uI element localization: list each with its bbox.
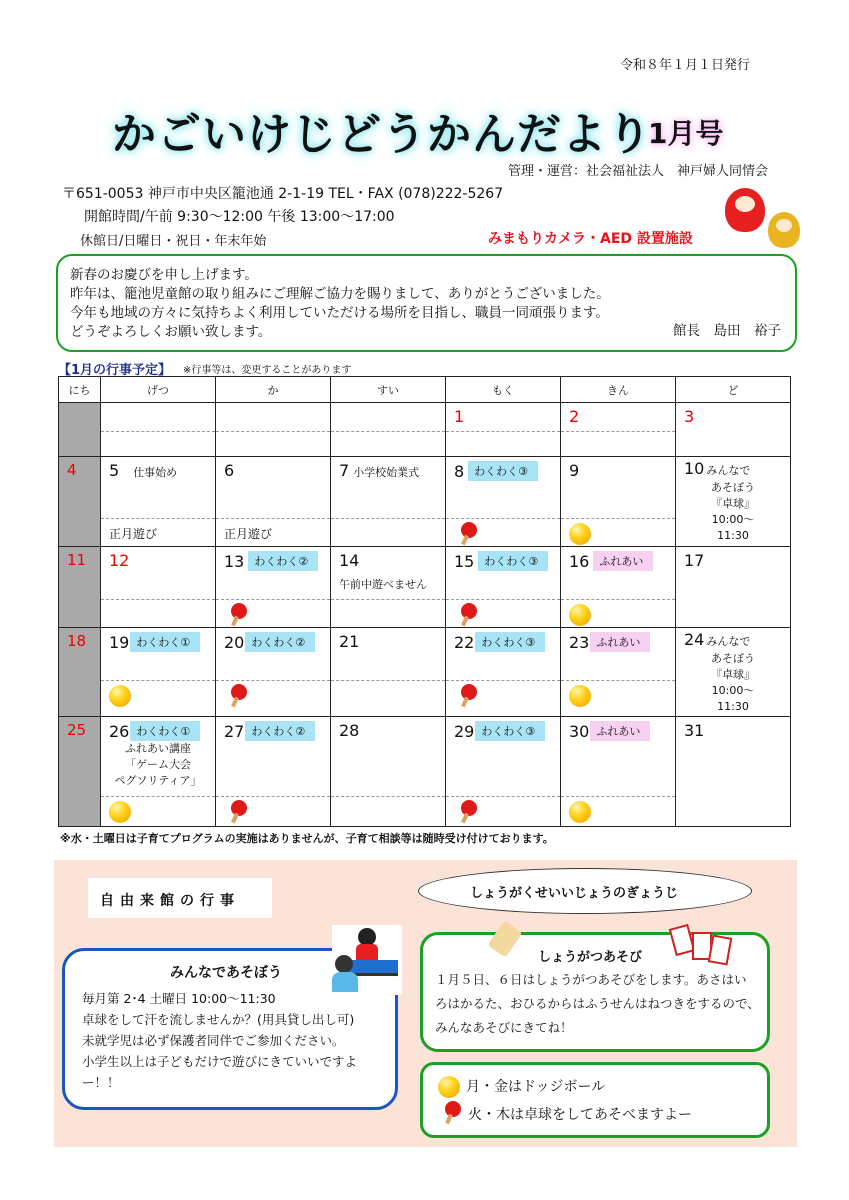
day-number: 12 [109, 551, 130, 570]
header-wed: すい [331, 377, 446, 403]
calendar-header-row [59, 377, 791, 403]
event-text: 午前中遊べません [339, 578, 427, 591]
day-cell [101, 547, 216, 628]
header-tue: か [216, 377, 331, 403]
ping-pong-paddle-icon [224, 603, 248, 629]
daruma-red-icon [725, 188, 765, 232]
day-cell [676, 717, 791, 827]
day-number: 17 [684, 551, 705, 570]
shogatsu-line: みんなあそびにきてね！ [435, 1020, 573, 1035]
player-boy-body-icon [332, 972, 358, 992]
day-number: 23 [569, 633, 590, 652]
daruma-yellow-icon [768, 212, 800, 248]
play-line: 毎月第 2･4 土曜日 10:00～11:30 [82, 991, 276, 1006]
greeting-line: 昨年は、籠池児童館の取り組みにご理解ご協力を賜りまして、ありがとうございました。 [70, 286, 610, 302]
day-number: 21 [339, 632, 360, 651]
dodgeball-icon [109, 685, 131, 707]
event-text: みんなで [706, 635, 751, 648]
day-number: 20 [224, 633, 245, 652]
director-signature: 館長 島田 裕子 [673, 323, 781, 339]
event-line: 11:30 [717, 700, 749, 713]
play-line: 小学生以上は子どもだけで遊びにきていいですよ [82, 1054, 358, 1069]
day-number: 28 [339, 721, 360, 740]
day-number: 7 [339, 461, 350, 480]
day-number: 29 [454, 722, 475, 741]
event-tag: わくわく③ [475, 721, 545, 741]
legend-text: 月・金はドッジボール [466, 1079, 606, 1095]
day-number: 31 [684, 721, 705, 740]
event-tag: わくわく③ [478, 551, 548, 571]
schedule-footnote: ※水・土曜日は子育てプログラムの実施はありませんが、子育て相談等は随時受け付けております。 [60, 832, 554, 845]
calendar-week-row [59, 628, 791, 717]
event-tag: わくわく② [245, 721, 315, 741]
event-detail [101, 741, 215, 789]
day-number: 3 [684, 407, 695, 426]
event-line: 『卓球』 [711, 668, 755, 681]
calendar-week-row [59, 717, 791, 827]
event-line: 「ゲーム大会 [125, 758, 191, 771]
day-cell [446, 547, 561, 628]
greeting-line: どうぞよろしくお願い致します。 [70, 324, 272, 340]
dodgeball-icon [438, 1076, 460, 1098]
newsletter-title: かごいけじどうかんだより [112, 109, 652, 160]
day-cell [101, 457, 216, 547]
event-tag: ふれあい [593, 551, 653, 571]
issue-number: 1月号 [648, 117, 724, 150]
legend-text: 火・木は卓球をしてあそべますよー [468, 1106, 692, 1123]
play-together-body [82, 988, 357, 1093]
operator-info: 管理・運営：社会福祉法人 神戸婦人同情会 [508, 164, 769, 179]
elementary-events-title: しょうがくせいいじょうのぎょうじ [470, 886, 679, 901]
day-cell [446, 403, 561, 457]
day-number: 16 [569, 552, 590, 571]
day-cell [676, 547, 791, 628]
day-number: 13 [224, 552, 245, 571]
day-number: 30 [569, 722, 590, 741]
day-cell [446, 628, 561, 717]
day-number: 6 [224, 461, 235, 480]
calendar-week-row [59, 403, 791, 457]
event-tag: わくわく③ [468, 461, 538, 481]
day-cell [446, 457, 561, 547]
greeting-box [56, 254, 797, 352]
calendar-table [58, 376, 791, 827]
play-together-title: みんなであそぼう [170, 965, 282, 981]
header-sat: ど [676, 377, 791, 403]
calendar-week-row [59, 457, 791, 547]
closed-days: 休館日/日曜日・祝日・年末年始 [80, 234, 267, 249]
dodgeball-icon [569, 685, 591, 707]
event-text: 小学校始業式 [353, 466, 420, 479]
day-cell [561, 717, 676, 827]
sunday-cell: 18 [59, 628, 101, 717]
ping-pong-paddle-icon [454, 603, 478, 629]
event-detail [676, 480, 790, 544]
sunday-cell: 25 [59, 717, 101, 827]
day-cell [446, 717, 561, 827]
day-number: 9 [569, 461, 580, 480]
event-line: ペグソリティア」 [114, 774, 202, 787]
player-girl-body-icon [356, 944, 378, 960]
day-cell [101, 403, 216, 457]
dodgeball-icon [569, 523, 591, 545]
day-cell [561, 403, 676, 457]
day-cell [331, 547, 446, 628]
sunday-cell: 4 [59, 457, 101, 547]
greeting-line: 今年も地域の方々に気持ちよく利用していただける場所を目指し、職員一同頑張ります。 [70, 305, 609, 321]
ping-pong-paddle-icon [224, 684, 248, 710]
legend-table-tennis [438, 1100, 692, 1127]
day-number: 22 [454, 633, 475, 652]
day-number: 19 [109, 633, 130, 652]
event-tag: わくわく③ [475, 632, 545, 652]
event-tag: わくわく② [245, 632, 315, 652]
day-cell [676, 628, 791, 717]
event-line: あそぼう [711, 481, 755, 494]
legend-dodgeball [438, 1074, 605, 1098]
day-number: 26 [109, 722, 130, 741]
event-tag: ふれあい [590, 632, 650, 652]
new-year-play-title: しょうがつあそび [538, 950, 643, 965]
day-number: 27 [224, 722, 245, 741]
event-tag: わくわく② [248, 551, 318, 571]
play-line: ー！！ [82, 1075, 120, 1090]
issue-date: 令和８年１月１日発行 [620, 58, 751, 73]
day-number: 15 [454, 552, 475, 571]
bottom-note: 正月遊び [101, 518, 215, 546]
header-mon: げつ [101, 377, 216, 403]
camera-aed-notice: みまもりカメラ・AED 設置施設 [488, 231, 693, 247]
calendar-week-row [59, 547, 791, 628]
header-sun: にち [59, 377, 101, 403]
day-cell [216, 717, 331, 827]
address-info: 〒651-0053 神戸市中央区籠池通 2-1-19 TEL・FAX (078)222-5267 [62, 186, 504, 202]
day-cell [216, 547, 331, 628]
ping-pong-paddle-icon [454, 522, 478, 548]
day-cell [561, 457, 676, 547]
dodgeball-icon [109, 801, 131, 823]
event-line: 10:00～ [711, 513, 755, 526]
day-cell [676, 403, 791, 457]
day-cell [216, 403, 331, 457]
day-cell [561, 628, 676, 717]
sunday-cell: 11 [59, 547, 101, 628]
day-cell [101, 717, 216, 827]
play-line: 卓球をして汗を流しませんか？(用具貸し出し可) [82, 1012, 355, 1027]
sunday-cell [59, 403, 101, 457]
opening-hours: 開館時間/午前 9:30～12:00 午後 13:00～17:00 [84, 209, 395, 225]
day-cell [101, 628, 216, 717]
dodgeball-icon [569, 801, 591, 823]
event-tag: わくわく① [130, 721, 200, 741]
event-text: 仕事始め [133, 466, 178, 479]
event-line: 11:30 [717, 529, 749, 542]
event-line: 『卓球』 [711, 497, 755, 510]
day-number: 14 [339, 551, 360, 570]
dodgeball-icon [569, 604, 591, 626]
bottom-note: 正月遊び [216, 518, 330, 546]
day-number: 1 [454, 407, 465, 426]
day-number: 2 [569, 407, 580, 426]
day-cell [331, 457, 446, 547]
header-fri: きん [561, 377, 676, 403]
free-visit-events-title: 自由来館の行事 [88, 878, 272, 918]
event-text: みんなで [706, 464, 751, 477]
event-tag: ふれあい [590, 721, 650, 741]
day-cell [331, 403, 446, 457]
schedule-title: 【1月の行事予定】 [58, 363, 172, 378]
event-line: ふれあい講座 [125, 742, 191, 755]
event-detail [676, 651, 790, 715]
ping-pong-paddle-icon [454, 684, 478, 710]
shogatsu-line: １月５日、６日はしょうがつあそびをします。あさはい [435, 972, 747, 987]
event-tag: わくわく① [130, 632, 200, 652]
day-cell [331, 628, 446, 717]
greeting-line: 新春のお慶びを申し上げます。 [70, 267, 258, 283]
day-cell [216, 457, 331, 547]
header-thu: もく [446, 377, 561, 403]
ping-pong-paddle-icon [454, 800, 478, 826]
event-line: 10:00～ [711, 684, 755, 697]
ping-pong-paddle-icon [438, 1101, 462, 1127]
day-number: 5 [109, 461, 120, 480]
event-line: あそぼう [711, 652, 755, 665]
player-boy-head-icon [335, 955, 353, 973]
day-number: 10 [684, 459, 705, 478]
schedule-note: ※行事等は、変更することがあります [183, 365, 352, 376]
day-number: 8 [454, 462, 465, 481]
ping-pong-paddle-icon [224, 800, 248, 826]
day-number: 24 [684, 630, 705, 649]
day-cell [216, 628, 331, 717]
day-cell [331, 717, 446, 827]
day-cell [676, 457, 791, 547]
day-cell [561, 547, 676, 628]
shogatsu-line: ろはかるた、おひるからはふうせんはねつきをするので、 [435, 996, 760, 1011]
play-line: 未就学児は必ず保護者同伴でご参加ください。 [82, 1033, 345, 1048]
new-year-play-body [435, 968, 765, 1040]
